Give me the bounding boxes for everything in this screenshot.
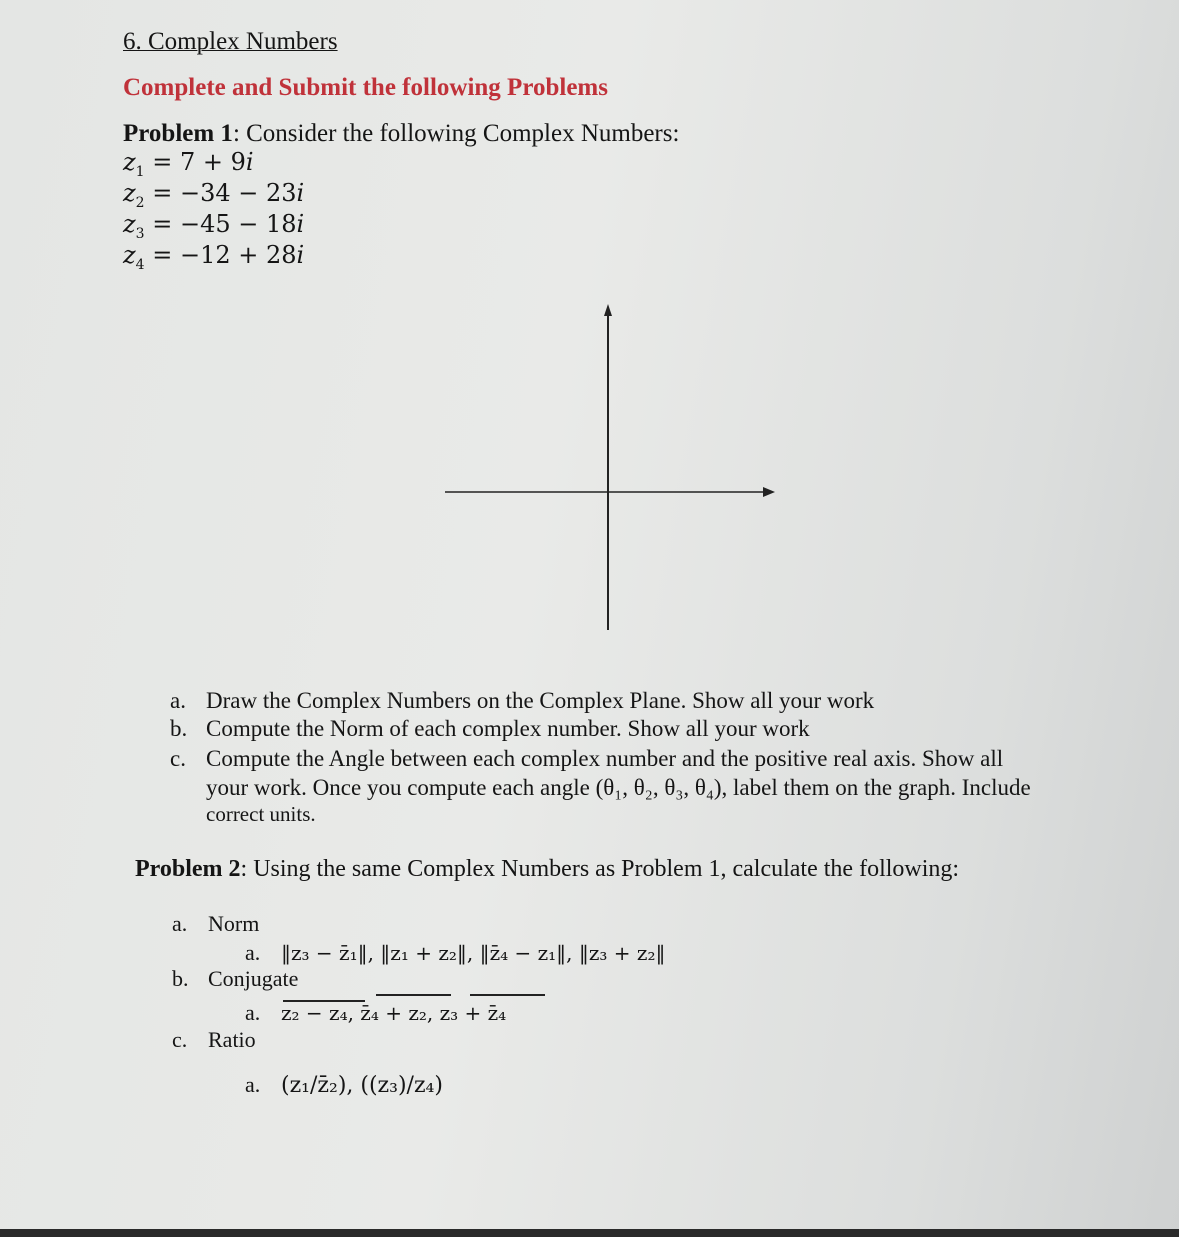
task-b: b. Compute the Norm of each complex number. Show all your work: [170, 716, 810, 741]
item-ratio-expressions: a. (z₁/z̄₂), ((z₃)/z₄): [245, 1072, 443, 1098]
screen-bezel: [0, 1229, 1179, 1237]
problem1-label: Problem 1: [123, 120, 233, 147]
complex-number-z1: $z_1 = 7 + 9i$: [123, 148, 254, 180]
item-norm-expressions: a. ‖z₃ − z̄₁‖, ‖z₁ + z₂‖, ‖z̄₄ − z₁‖, ‖z₃ + z₂‖: [245, 940, 666, 965]
complex-number-z2: $z_2 = -34 - 23i$: [123, 179, 305, 211]
item-conjugate: b. Conjugate: [172, 966, 299, 991]
item-conjugate-expressions: a. z₂ − z₄, z̄₄ + z₂, z₃ + z̄₄: [245, 1000, 507, 1025]
task-c-line2: your work. Once you compute each angle (θ₁, θ₂, θ₃, θ₄), label them on the graph. Include: [206, 775, 1031, 800]
task-c-line3: correct units.: [206, 802, 316, 826]
task-a: a. Draw the Complex Numbers on the Complex Plane. Show all your work: [170, 688, 875, 713]
conjugate-overline-3: [470, 994, 545, 996]
section-title: 6. Complex Numbers: [123, 28, 338, 55]
item-ratio: c. Ratio: [172, 1027, 256, 1052]
problem1-title: : Consider the following Complex Numbers:: [232, 120, 680, 147]
problem2-heading: [135, 856, 959, 883]
problem2-label: Problem 2: [135, 856, 241, 882]
conjugate-overline-2: [376, 994, 451, 996]
conjugate-overline-1: [283, 1000, 365, 1002]
real-axis-arrow: [763, 487, 775, 497]
complex-number-z3: $z_3 = -45 - 18i$: [123, 210, 305, 242]
task-c: c. Compute the Angle between each complex number and the positive real axis. Show all: [170, 746, 1004, 771]
problem1-heading: [123, 120, 679, 148]
item-norm: a. Norm: [172, 911, 260, 936]
imaginary-axis-arrow: [604, 304, 612, 316]
problem2-title: : Using the same Complex Numbers as Problem 1, calculate the following:: [240, 856, 960, 882]
instructions-subtitle: Complete and Submit the following Problems: [123, 74, 608, 101]
complex-number-z4: $z_4 = -12 + 28i$: [123, 241, 305, 273]
complex-plane: [440, 300, 780, 635]
